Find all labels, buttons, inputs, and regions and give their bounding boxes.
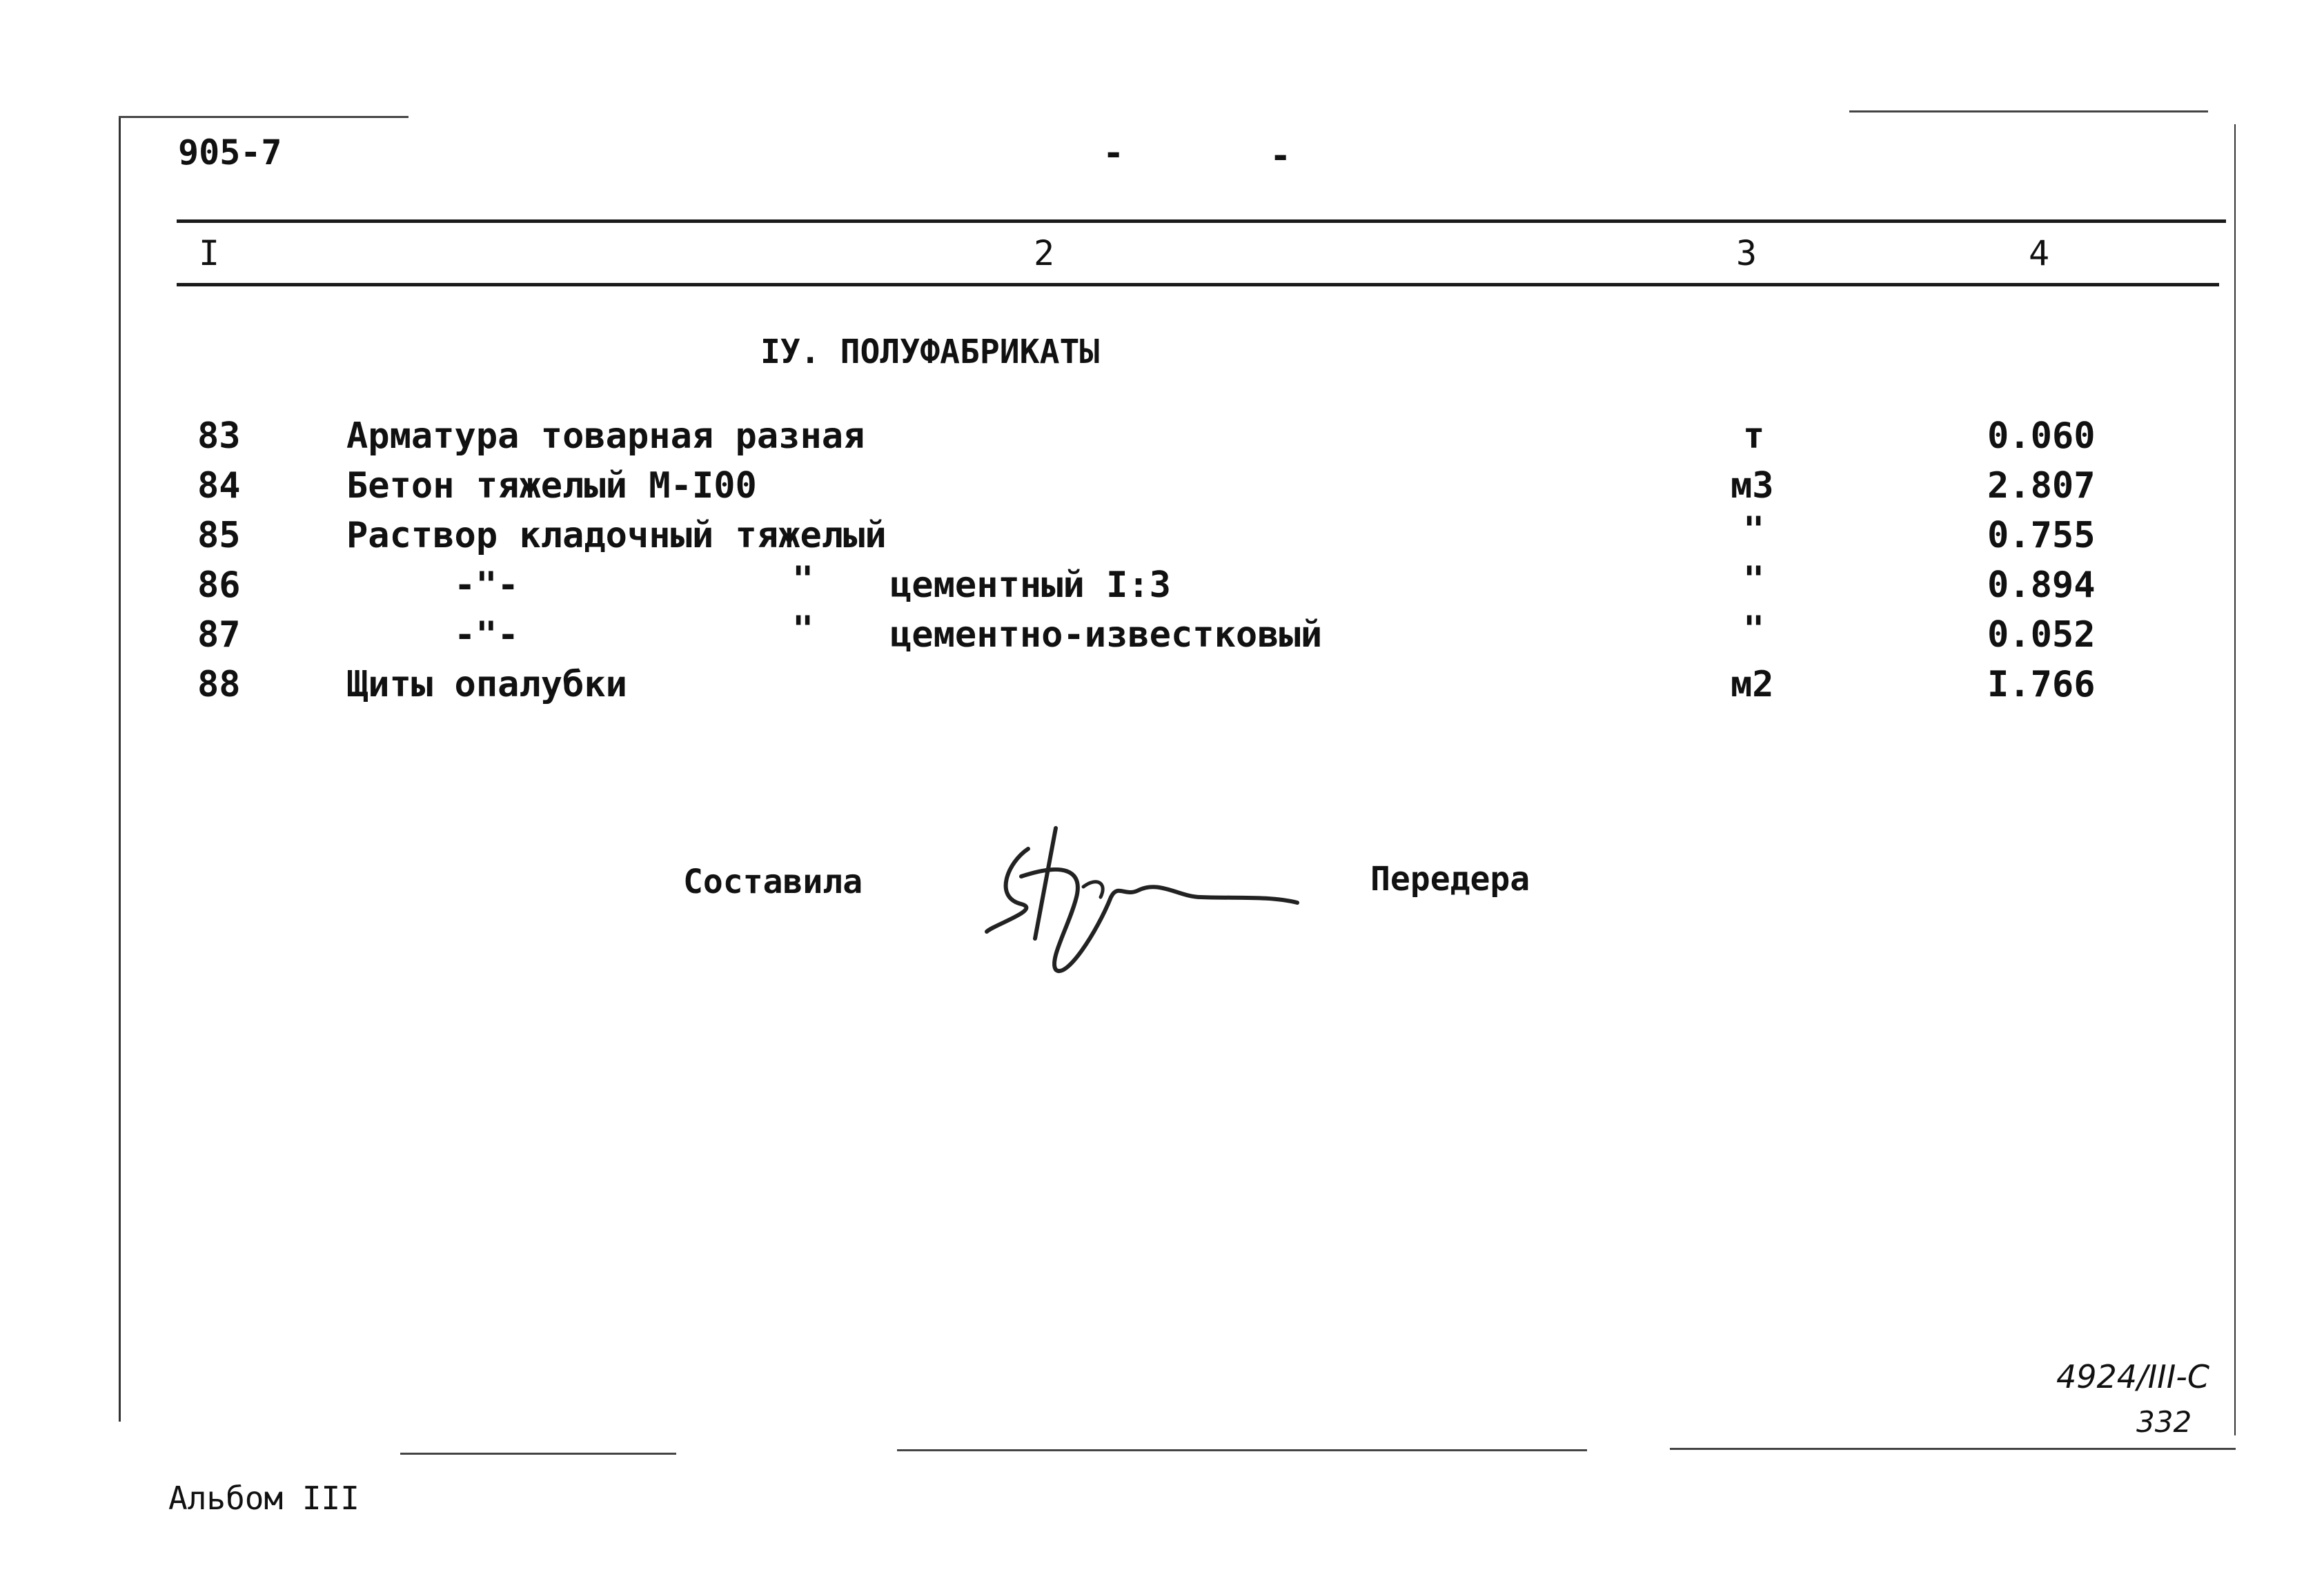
row-number: 86 bbox=[197, 565, 241, 606]
row-unit: м3 bbox=[1731, 465, 1774, 507]
signature-label: Составила bbox=[683, 863, 863, 901]
stamp-code: 4924/III-С bbox=[2056, 1358, 2209, 1395]
row-number: 83 bbox=[197, 415, 241, 457]
album-label: Альбом III bbox=[168, 1480, 360, 1517]
header-top-rule bbox=[177, 219, 2226, 223]
row-name: Раствор кладочный тяжелый bbox=[346, 515, 887, 556]
column-header-3: 3 bbox=[1736, 233, 1757, 273]
header-mark-2: - bbox=[1270, 135, 1292, 177]
row-sub-mark: " bbox=[792, 559, 814, 600]
row-unit: " bbox=[1743, 559, 1765, 600]
row-number: 84 bbox=[197, 465, 241, 507]
row-value: I.766 bbox=[1987, 664, 2096, 705]
row-unit: " bbox=[1743, 509, 1765, 551]
row-unit: т bbox=[1743, 415, 1765, 457]
top-dash-left bbox=[119, 116, 408, 118]
left-border bbox=[119, 117, 121, 1422]
header-mark-1: - bbox=[1103, 132, 1125, 174]
row-sub-name: цементно-известковый bbox=[890, 614, 1323, 656]
column-header-2: 2 bbox=[1034, 233, 1055, 273]
section-title: IУ. ПОЛУФАБРИКАТЫ bbox=[760, 333, 1100, 371]
top-dash-right bbox=[1849, 110, 2208, 112]
row-value: 0.894 bbox=[1987, 565, 2096, 606]
bottom-dash-2 bbox=[897, 1449, 1587, 1451]
row-value: 0.060 bbox=[1987, 415, 2096, 457]
row-number: 87 bbox=[197, 614, 241, 656]
signature-image bbox=[980, 821, 1311, 980]
row-unit: м2 bbox=[1731, 664, 1774, 705]
signature-name: Передера bbox=[1370, 860, 1530, 899]
doc-code: 905-7 bbox=[178, 132, 282, 173]
column-header-4: 4 bbox=[2029, 233, 2050, 273]
row-name: -"- bbox=[454, 565, 519, 606]
row-sub-mark: " bbox=[792, 609, 814, 650]
stamp-page: 332 bbox=[2136, 1405, 2192, 1439]
row-name: Щиты опалубки bbox=[346, 664, 627, 705]
right-border bbox=[2234, 124, 2236, 1435]
row-value: 2.807 bbox=[1987, 465, 2096, 507]
row-sub-name: цементный I:3 bbox=[890, 565, 1171, 606]
row-unit: " bbox=[1743, 609, 1765, 650]
row-value: 0.755 bbox=[1987, 515, 2096, 556]
row-name: -"- bbox=[454, 614, 519, 656]
bottom-dash-1 bbox=[400, 1453, 676, 1455]
row-name: Бетон тяжелый М-I00 bbox=[346, 465, 757, 507]
row-name: Арматура товарная разная bbox=[346, 415, 865, 457]
row-value: 0.052 bbox=[1987, 614, 2096, 656]
header-bottom-rule bbox=[177, 283, 2219, 286]
column-header-1: I bbox=[199, 233, 220, 273]
bottom-dash-3 bbox=[1670, 1448, 2236, 1450]
row-number: 88 bbox=[197, 664, 241, 705]
row-number: 85 bbox=[197, 515, 241, 556]
